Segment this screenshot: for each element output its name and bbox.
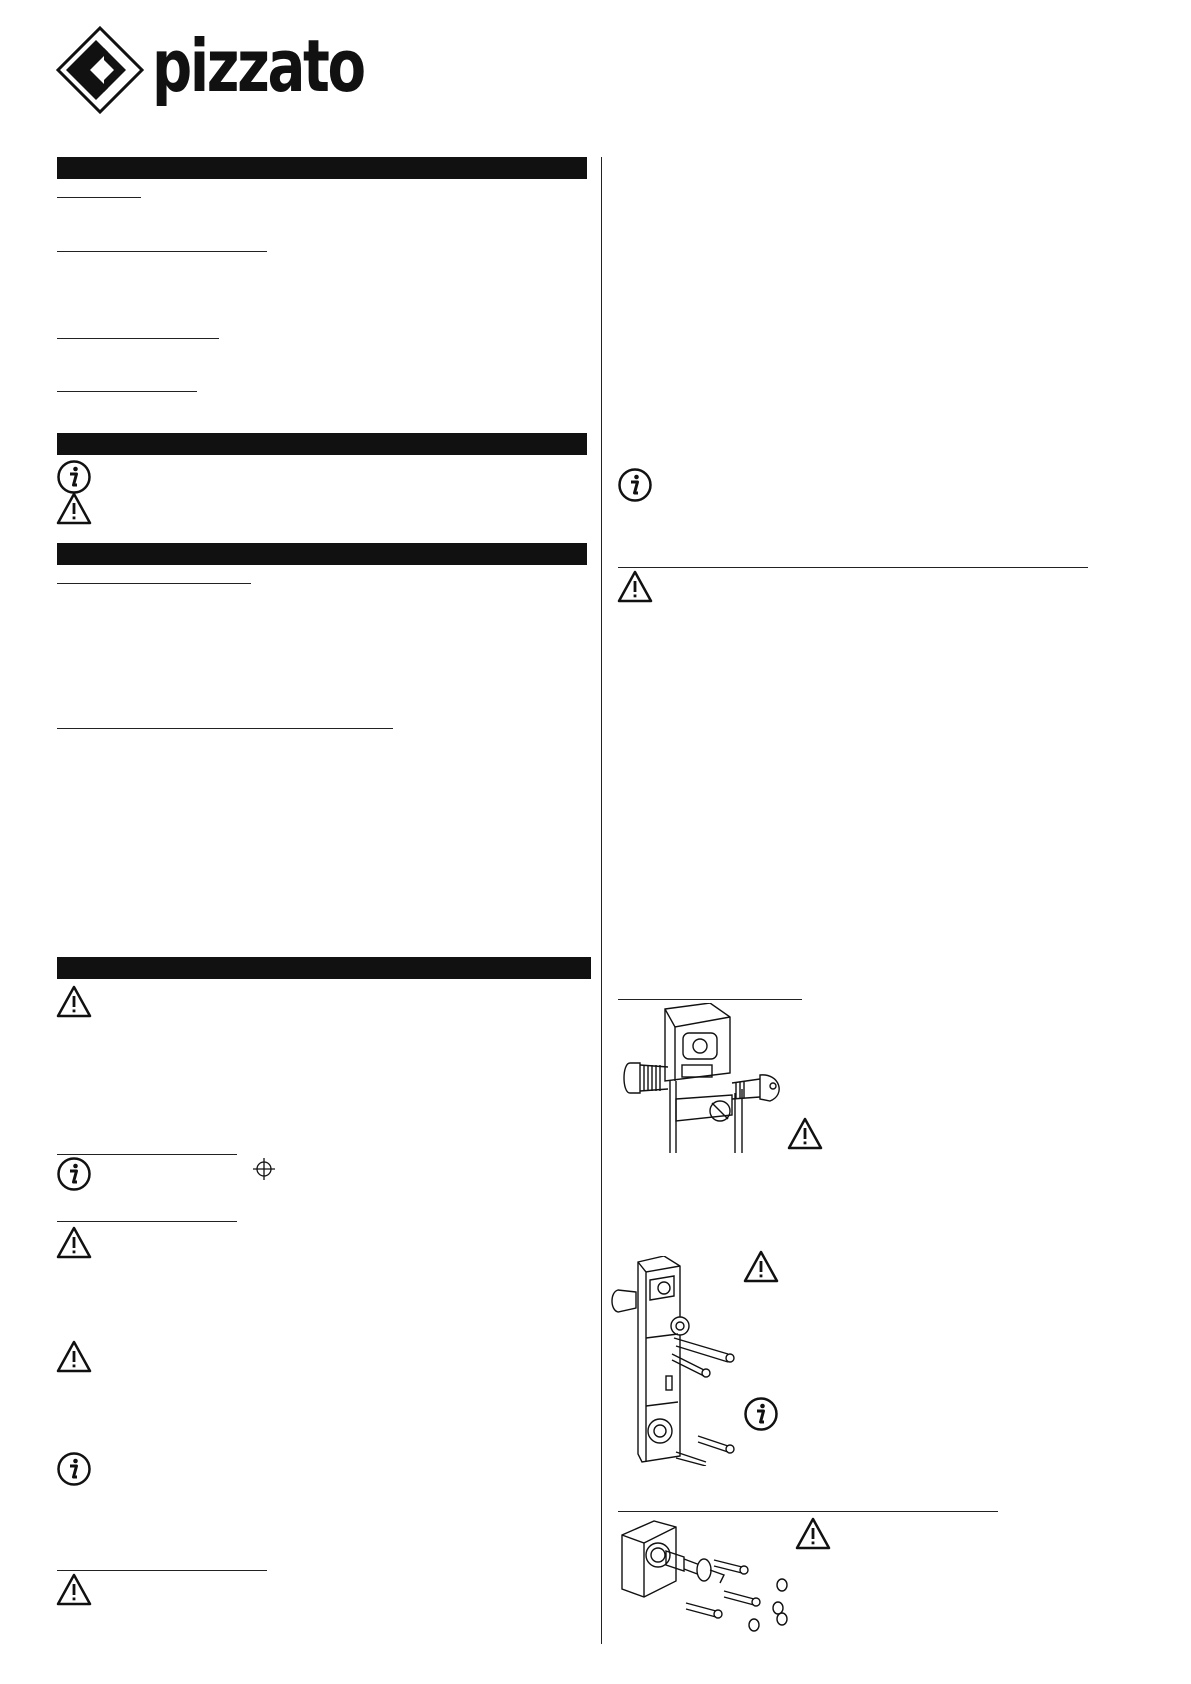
section-header-bar-1 <box>57 157 587 179</box>
warning-icon <box>795 1516 831 1552</box>
brand-name: pizzato <box>152 24 364 108</box>
subheading-rule <box>57 583 251 584</box>
section-header-bar-2 <box>57 433 587 455</box>
info-icon <box>56 1156 92 1192</box>
warning-icon <box>787 1116 823 1152</box>
warning-icon <box>56 1225 92 1261</box>
info-icon <box>56 459 92 495</box>
subheading-rule <box>57 1570 267 1571</box>
info-icon <box>743 1396 779 1432</box>
subheading-rule <box>57 251 267 252</box>
column-divider <box>601 157 602 1644</box>
crosshair-icon <box>252 1157 276 1181</box>
subheading-rule <box>57 1154 237 1155</box>
section-header-bar-4 <box>57 957 591 979</box>
figure-switch-screws <box>608 1256 738 1466</box>
warning-icon <box>56 984 92 1020</box>
warning-icon <box>56 1572 92 1608</box>
section-rule <box>618 567 1088 568</box>
warning-icon <box>56 491 92 527</box>
subheading-rule <box>618 999 802 1000</box>
section-header-bar-3 <box>57 543 587 565</box>
figure-release-head-exploded <box>614 1515 794 1640</box>
subheading-rule <box>57 1221 237 1222</box>
subheading-rule <box>57 338 219 339</box>
brand-diamond-icon <box>56 26 144 114</box>
warning-icon <box>56 1339 92 1375</box>
info-icon <box>617 467 653 503</box>
info-icon <box>56 1451 92 1487</box>
brand-logo <box>56 24 364 116</box>
subheading-rule <box>57 391 197 392</box>
warning-icon <box>743 1249 779 1285</box>
subheading-rule <box>57 197 141 198</box>
subheading-rule <box>57 728 393 729</box>
section-rule <box>618 1511 998 1512</box>
warning-icon <box>617 569 653 605</box>
figure-switch-with-key <box>610 1003 790 1153</box>
